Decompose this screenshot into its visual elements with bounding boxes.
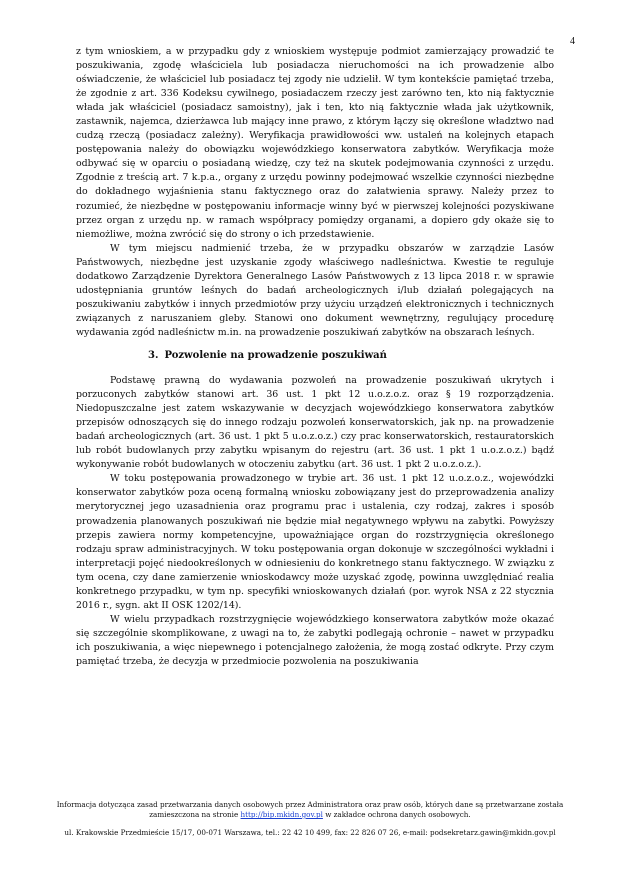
- paragraph-lasy-panstwowe: W tym miejscu nadmienić trzeba, że w przypadku obszarów w zarządzie Lasów Państwowych, niezbędne jest uzyskanie zgody właściwego nadleśnictwa. Kwestie te reguluje dodatkowo Zarządzenie Dyrektora Generalnego Lasów Państwowych z 13 lipca 2018 r. w sprawie udostępniania gruntów leśnych do badań archeologicznych i/lub działań polegających na poszukiwaniu zabytków i innych przedmiotów przy użyciu urządzeń elektronicznych i technicznych związanych z naruszaniem gleby. Stanowi ono dokument wewnętrzny, regulujący procedurę wydawania zgód nadleśnictw m.in. na prowadzenie poszukiwań zabytków na obszarach leśnych.: [76, 242, 554, 338]
- section-title: Pozwolenie na prowadzenie poszukiwań: [164, 349, 387, 361]
- document-body: [76, 45, 554, 669]
- section-number: 3.: [148, 349, 159, 361]
- footer-info-text-after: w zakładce ochrona danych osobowych.: [322, 810, 471, 819]
- paragraph-legal-basis: Podstawę prawną do wydawania pozwoleń na prowadzenie poszukiwań ukrytych i porzuconych zabytków stanowi art. 36 ust. 1 pkt 12 u.o.z.o.z. oraz § 19 rozporządzenia. Niedopuszczalne jest zatem wskazywanie w decyzjach wojewódzkiego konserwatora zabytków przepisów odnoszących się do innego rodzaju pozwoleń konserwatorskich, jak np. na prowadzenie badań archeologicznych (art. 36 ust. 1 pkt 5 u.o.z.o.z.) czy prac konserwatorskich, restauratorskich lub robót budowlanych przy zabytku wpisanym do rejestru (art. 36 ust. 1 pkt 1 u.o.z.o.z.) bądź wykonywanie robót budowlanych w otoczeniu zabytku (art. 36 ust. 1 pkt 2 u.o.z.o.z.).: [76, 375, 554, 471]
- section-heading: [148, 349, 554, 363]
- paragraph-procedure: W toku postępowania prowadzonego w trybie art. 36 ust. 1 pkt 12 u.o.z.o.z., wojewódzki konserwator zabytków poza oceną formalną wniosku zobowiązany jest do przeprowadzenia analizy merytorycznej jego uzasadnienia oraz programu prac i ustalenia, czy rodzaj, zakres i sposób prowadzenia planowanych poszukiwań nie będzie miał negatywnego wpływu na zabytki. Powyższy przepis zawiera normy kompetencyjne, upoważniające organ do rozstrzygnięcia określonego rodzaju spraw administracyjnych. W toku postępowania organ dokonuje w szczególności wykładni i interpretacji pojęć niedookreślonych w odniesieniu do konkretnego stanu faktycznego. W związku z tym ocena, czy dane zamierzenie wnioskodawcy może uzyskać zgodę, powinna uwzględniać realia konkretnego przypadku, w tym np. specyfiki wnioskowanych działań (por. wyrok NSA z 22 stycznia 2016 r., sygn. akt II OSK 1202/14).: [76, 473, 554, 611]
- paragraph-complexity: W wielu przypadkach rozstrzygnięcie wojewódzkiego konserwatora zabytków może okazać się szczególnie skomplikowane, z uwagi na to, że zabytki podlegają ochronie – nawet w przypadku ich poszukiwania, a więc niepewnego i potencjalnego założenia, że mogą zostać odkryte. Przy czym pamiętać trzeba, że decyzja w przedmiocie pozwolenia na poszukiwania: [76, 613, 554, 667]
- footer-privacy-info: [20, 800, 600, 820]
- page-number: 4: [570, 36, 575, 47]
- bip-link[interactable]: http://bip.mkidn.gov.pl: [240, 810, 323, 819]
- footer-info-line2: [20, 810, 600, 820]
- footer-info-text-before: zamieszczona na stronie: [149, 810, 241, 819]
- footer-info-line1: Informacja dotycząca zasad przetwarzania danych osobowych przez Administratora oraz praw osób, których dane są przetwarzane została: [56, 800, 564, 809]
- footer-address: ul. Krakowskie Przedmieście 15/17, 00-071 Warszawa, tel.: 22 42 10 499, fax: 22 826 07 26, e-mail: podsekretarz.gawin@mkidn.gov.pl: [64, 828, 556, 837]
- paragraph-continuation: z tym wnioskiem, a w przypadku gdy z wnioskiem występuje podmiot zamierzający prowadzić te poszukiwania, zgodę właściciela lub posiadacza nieruchomości na ich prowadzenie albo oświadczenie, że właściciel lub posiadacz tej zgody nie udzielił. W tym kontekście pamiętać trzeba, że zgodnie z art. 336 Kodeksu cywilnego, posiadaczem rzeczy jest zarówno ten, kto nią faktycznie włada jak właściciel (posiadacz samoistny), jak i ten, kto nią faktycznie włada jak użytkownik, zastawnik, najemca, dzierżawca lub mający inne prawo, z którym łączy się określone władztwo nad cudzą rzeczą (posiadacz zależny). Weryfikacja prawidłowości ww. ustaleń na kolejnych etapach postępowania należy do obowiązku wojewódzkiego konserwatora zabytków. Weryfikacja może odbywać się w oparciu o posiadaną wiedzę, czy też na skutek podejmowania czynności z urzędu. Zgodnie z treścią art. 7 k.p.a., organy z urzędu powinny podejmować wszelkie czynności niezbędne do dokładnego wyjaśnienia stanu faktycznego oraz do załatwienia sprawy. Należy przez to rozumieć, że niezbędne w postępowaniu informacje winny być w pierwszej kolejności pozyskiwane przez organ z urzędu np. w ramach współpracy pomiędzy organami, a dopiero gdy okaże się to niemożliwe, można zwrócić się do strony o ich przedstawienie.: [76, 46, 554, 240]
